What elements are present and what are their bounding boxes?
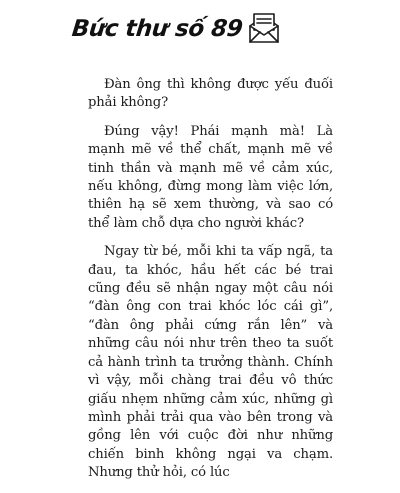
letter-body [88,76,333,493]
envelope-letter-icon [244,8,284,48]
paragraph: Đàn ông thì không được yếu đuối phải không? [88,77,333,111]
letter-title: Bức thư số 89 [70,16,244,42]
paragraph: Ngay từ bé, mỗi khi ta vấp ngã, ta đau, ta khóc, hầu hết các bé trai cũng đều sẽ nhận ngay một câu nói “đàn ông con trai khóc lóc cái gì”, “đàn ông phải cứng rắn lên” và những câu nói như trên theo ta suốt cả hành trình ta trưởng thành. Chính vì vậy, mỗi chàng trai đều vô thức giấu nhẹm những cảm xúc, những gì mình phải trải qua vào bên trong và gồng lên với cuộc đời như những chiến binh không ngại va chạm. Nhưng thử hỏi, có lúc [88,244,333,481]
paragraph: Đúng vậy! Phái mạnh mà! Là mạnh mẽ về thể chất, mạnh mẽ về tinh thần và mạnh mẽ về cảm xúc, nếu không, đừng mong làm việc lớn, thiên hạ sẽ xem thường, và sao có thể làm chỗ dựa cho người khác? [88,123,333,231]
letter-header [72,16,372,52]
